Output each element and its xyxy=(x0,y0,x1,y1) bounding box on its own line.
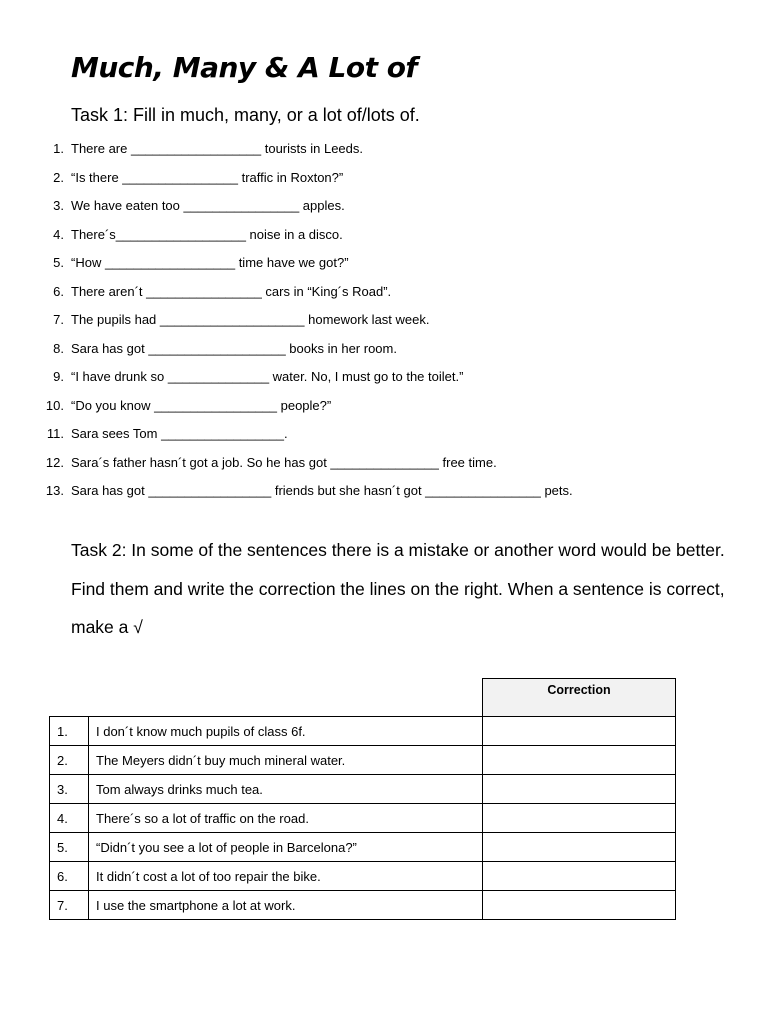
correction-cell[interactable] xyxy=(483,717,676,746)
list-item xyxy=(40,364,740,393)
task1-list xyxy=(40,136,740,507)
item-number: 6. xyxy=(53,283,64,299)
table-row xyxy=(50,775,676,804)
correction-cell[interactable] xyxy=(483,804,676,833)
row-number: 7. xyxy=(50,891,89,920)
list-item xyxy=(40,336,740,365)
item-sentence: The pupils had ____________________ homework last week. xyxy=(71,312,430,327)
table-row xyxy=(50,833,676,862)
item-sentence: “How __________________ time have we got?” xyxy=(71,255,349,270)
item-number: 1. xyxy=(53,141,64,156)
item-number: 9. xyxy=(53,369,64,384)
item-number: 8. xyxy=(53,340,64,356)
row-sentence: The Meyers didn´t buy much mineral water. xyxy=(89,746,483,775)
table-row xyxy=(50,717,676,746)
row-number: 3. xyxy=(50,775,89,804)
row-number: 4. xyxy=(50,804,89,833)
correction-table xyxy=(49,678,676,920)
header-spacer xyxy=(89,679,483,717)
item-sentence: Sara sees Tom _________________. xyxy=(71,426,288,441)
list-item xyxy=(40,136,740,165)
row-number: 2. xyxy=(50,746,89,775)
item-number: 2. xyxy=(53,169,64,185)
item-sentence: We have eaten too ________________ apples. xyxy=(71,198,345,213)
row-sentence: It didn´t cost a lot of too repair the bike. xyxy=(89,862,483,891)
table-header-row xyxy=(50,679,676,717)
item-sentence: Sara has got _________________ friends but she hasn´t got ________________ pets. xyxy=(71,483,573,498)
task1-heading: Task 1: Fill in much, many, or a lot of/lots of. xyxy=(71,105,420,125)
item-number: 7. xyxy=(53,312,64,327)
item-sentence: There aren´t ________________ cars in “King´s Road”. xyxy=(71,283,392,299)
table-row xyxy=(50,862,676,891)
item-number: 10. xyxy=(45,397,64,413)
list-item xyxy=(40,165,740,194)
list-item xyxy=(40,478,740,507)
item-number: 4. xyxy=(53,226,64,242)
item-sentence: “Do you know _________________ people?” xyxy=(71,397,332,413)
correction-cell[interactable] xyxy=(483,746,676,775)
list-item xyxy=(40,279,740,308)
table-row xyxy=(50,746,676,775)
item-sentence: Sara´s father hasn´t got a job. So he has got _______________ free time. xyxy=(71,454,497,470)
correction-column-header: Correction xyxy=(483,679,676,717)
list-item xyxy=(40,421,740,450)
list-item xyxy=(40,307,740,336)
list-item xyxy=(40,450,740,479)
row-number: 5. xyxy=(50,833,89,862)
row-sentence: There´s so a lot of traffic on the road. xyxy=(89,804,483,833)
correction-cell[interactable] xyxy=(483,862,676,891)
list-item xyxy=(40,250,740,279)
item-sentence: There´s__________________ noise in a disco. xyxy=(71,226,343,242)
item-number: 5. xyxy=(53,255,64,270)
row-number: 6. xyxy=(50,862,89,891)
item-number: 3. xyxy=(53,198,64,213)
correction-cell[interactable] xyxy=(483,891,676,920)
table-row xyxy=(50,804,676,833)
task2-heading: Task 2: In some of the sentences there is a mistake or another word would be better. Find them and write the correction the lines on the right. When a sentence is correct, make a √ xyxy=(71,540,725,637)
list-item xyxy=(40,193,740,222)
item-sentence: There are __________________ tourists in Leeds. xyxy=(71,141,363,156)
worksheet-title: Much, Many & A Lot of xyxy=(71,51,418,84)
correction-cell[interactable] xyxy=(483,775,676,804)
item-number: 13. xyxy=(45,483,64,498)
row-sentence: “Didn´t you see a lot of people in Barcelona?” xyxy=(89,833,483,862)
row-sentence: I use the smartphone a lot at work. xyxy=(89,891,483,920)
table-row xyxy=(50,891,676,920)
row-sentence: Tom always drinks much tea. xyxy=(89,775,483,804)
item-sentence: “Is there ________________ traffic in Roxton?” xyxy=(71,169,344,185)
item-number: 11. xyxy=(46,426,64,441)
list-item xyxy=(40,222,740,251)
row-number: 1. xyxy=(50,717,89,746)
header-spacer xyxy=(50,679,89,717)
item-number: 12. xyxy=(45,454,64,470)
list-item xyxy=(40,393,740,422)
item-sentence: Sara has got ___________________ books in her room. xyxy=(71,340,397,356)
correction-cell[interactable] xyxy=(483,833,676,862)
item-sentence: “I have drunk so ______________ water. No, I must go to the toilet.” xyxy=(71,369,464,384)
row-sentence: I don´t know much pupils of class 6f. xyxy=(89,717,483,746)
